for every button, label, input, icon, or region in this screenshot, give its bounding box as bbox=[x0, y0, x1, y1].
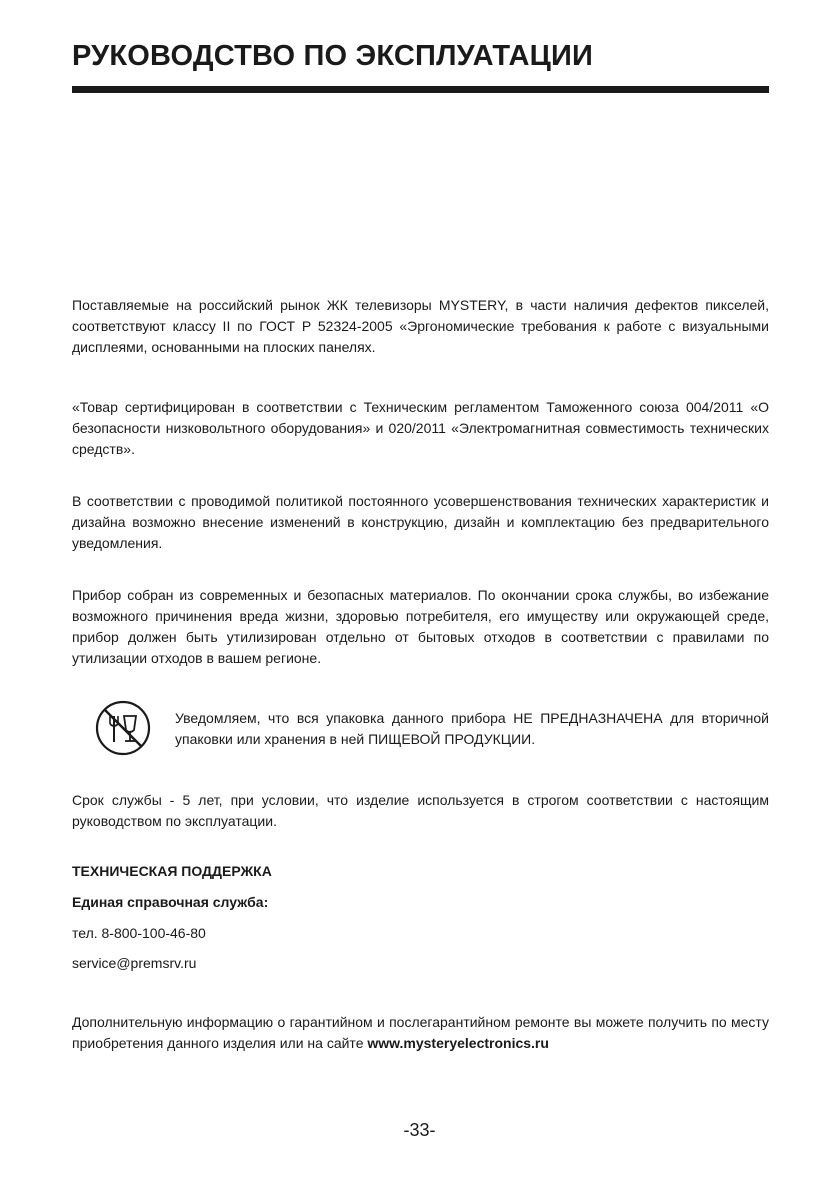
page-title: РУКОВОДСТВО ПО ЭКСПЛУАТАЦИИ bbox=[72, 40, 594, 72]
no-food-packaging-icon bbox=[95, 700, 151, 756]
packaging-notice-text: Уведомляем, что вся упаковка данного прибора НЕ ПРЕДНАЗНАЧЕНА для вторичной упаковки или хранения в ней ПИЩЕВОЙ ПРОДУКЦИИ. bbox=[175, 710, 769, 747]
header-divider bbox=[72, 86, 769, 93]
additional-info-text: Дополнительную информацию о гарантийном и послегарантийном ремонте вы можете получить по месту приобретения данного изделия или на сайте bbox=[72, 1014, 769, 1051]
support-service-label: Единая справочная служба: bbox=[72, 894, 269, 910]
disposal-paragraph: Прибор собран из современных и безопасных материалов. По окончании срока службы, во избежание возможного причинения вреда жизни, здоровью потребителя, его имуществу или окружающей среде, прибор должен быть утилизирован отдельно от бытовых отходов в соответствии с правилами по утилизации отходов в вашем регионе. bbox=[72, 587, 769, 666]
pixel-class-paragraph: Поставляемые на российский рынок ЖК телевизоры MYSTERY, в части наличия дефектов пикселей, соответствуют классу II по ГОСТ Р 52324-2005 «Эргономические требования к работе с визуальными дисплеями, основанными на плоских панелях. bbox=[72, 297, 769, 355]
website-link[interactable]: www.mysteryelectronics.ru bbox=[367, 1035, 549, 1051]
support-phone: тел. 8-800-100-46-80 bbox=[72, 925, 206, 941]
additional-info-paragraph bbox=[72, 1012, 769, 1054]
service-life-paragraph: Срок службы - 5 лет, при условии, что изделие используется в строгом соответствии с настоящим руководством по эксплуатации. bbox=[72, 792, 769, 829]
support-heading: ТЕХНИЧЕСКАЯ ПОДДЕРЖКА bbox=[72, 863, 272, 879]
support-email: service@premsrv.ru bbox=[72, 955, 197, 971]
page-number: -33- bbox=[403, 1120, 436, 1140]
design-changes-paragraph: В соответствии с проводимой политикой постоянного усовершенствования технических характеристик и дизайна возможно внесение изменений в конструкцию, дизайн и комплектацию без предварительного уведомления. bbox=[72, 493, 769, 551]
certification-paragraph: «Товар сертифицирован в соответствии с Техническим регламентом Таможенного союза 004/2011 «О безопасности низковольтного оборудования» и 020/2011 «Электромагнитная совместимость технических средств». bbox=[72, 399, 769, 457]
